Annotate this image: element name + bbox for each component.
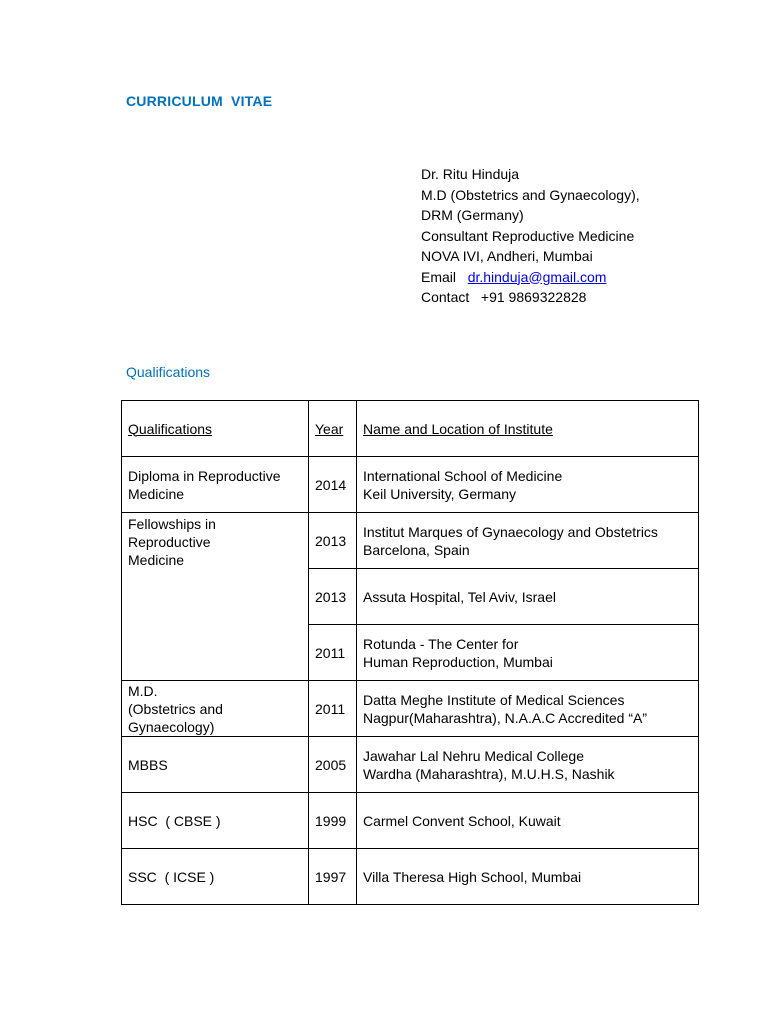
qualification-cell: M.D. (Obstetrics and Gynaecology) (122, 681, 309, 737)
header-qualification: Qualifications (122, 401, 309, 457)
email-link[interactable]: dr.hinduja@gmail.com (467, 268, 607, 285)
contact-email-row (421, 267, 640, 288)
year-cell: 2013 (309, 569, 357, 625)
year-cell: 2011 (309, 625, 357, 681)
institute-cell: Institut Marques of Gynaecology and Obstetrics Barcelona, Spain (357, 513, 699, 569)
table-row (122, 849, 699, 905)
header-institute: Name and Location of Institute (357, 401, 699, 457)
year-cell: 2011 (309, 681, 357, 737)
qualifications-table (121, 400, 699, 905)
qualification-cell: MBBS (122, 737, 309, 793)
table-row (122, 681, 699, 737)
page-title: CURRICULUM VITAE (126, 93, 273, 109)
qualification-cell: Fellowships in Reproductive Medicine (122, 513, 309, 681)
qualification-cell: SSC ( ICSE ) (122, 849, 309, 905)
qualification-cell: HSC ( CBSE ) (122, 793, 309, 849)
institute-cell: International School of Medicine Keil University, Germany (357, 457, 699, 513)
institute-cell: Datta Meghe Institute of Medical Sciences Nagpur(Maharashtra), N.A.A.C Accredited “A” (357, 681, 699, 737)
table-row (122, 793, 699, 849)
institute-cell: Villa Theresa High School, Mumbai (357, 849, 699, 905)
year-cell: 1999 (309, 793, 357, 849)
contact-position: Consultant Reproductive Medicine (421, 227, 635, 244)
header-year: Year (309, 401, 357, 457)
contact-phone-row (421, 287, 640, 308)
table-row (122, 737, 699, 793)
institute-cell: Carmel Convent School, Kuwait (357, 793, 699, 849)
qualification-cell: Diploma in Reproductive Medicine (122, 457, 309, 513)
institute-cell: Assuta Hospital, Tel Aviv, Israel (357, 569, 699, 625)
year-cell: 2005 (309, 737, 357, 793)
contact-block (421, 164, 640, 308)
qualifications-heading: Qualifications (126, 364, 211, 380)
contact-degree: M.D (Obstetrics and Gynaecology), (421, 186, 640, 203)
institute-cell: Jawahar Lal Nehru Medical College Wardha (Maharashtra), M.U.H.S, Nashik (357, 737, 699, 793)
phone-number: +91 9869322828 (480, 289, 587, 305)
year-cell: 2013 (309, 513, 357, 569)
email-label: Email (421, 268, 468, 285)
institute-cell: Rotunda - The Center for Human Reproduction, Mumbai (357, 625, 699, 681)
table-row (122, 513, 699, 569)
phone-label: Contact (421, 289, 481, 305)
table-header-row (122, 401, 699, 457)
year-cell: 1997 (309, 849, 357, 905)
contact-name: Dr. Ritu Hinduja (421, 166, 520, 182)
table-row (122, 457, 699, 513)
contact-clinic: NOVA IVI, Andheri, Mumbai (421, 248, 593, 264)
year-cell: 2014 (309, 457, 357, 513)
contact-drm: DRM (Germany) (421, 207, 524, 223)
